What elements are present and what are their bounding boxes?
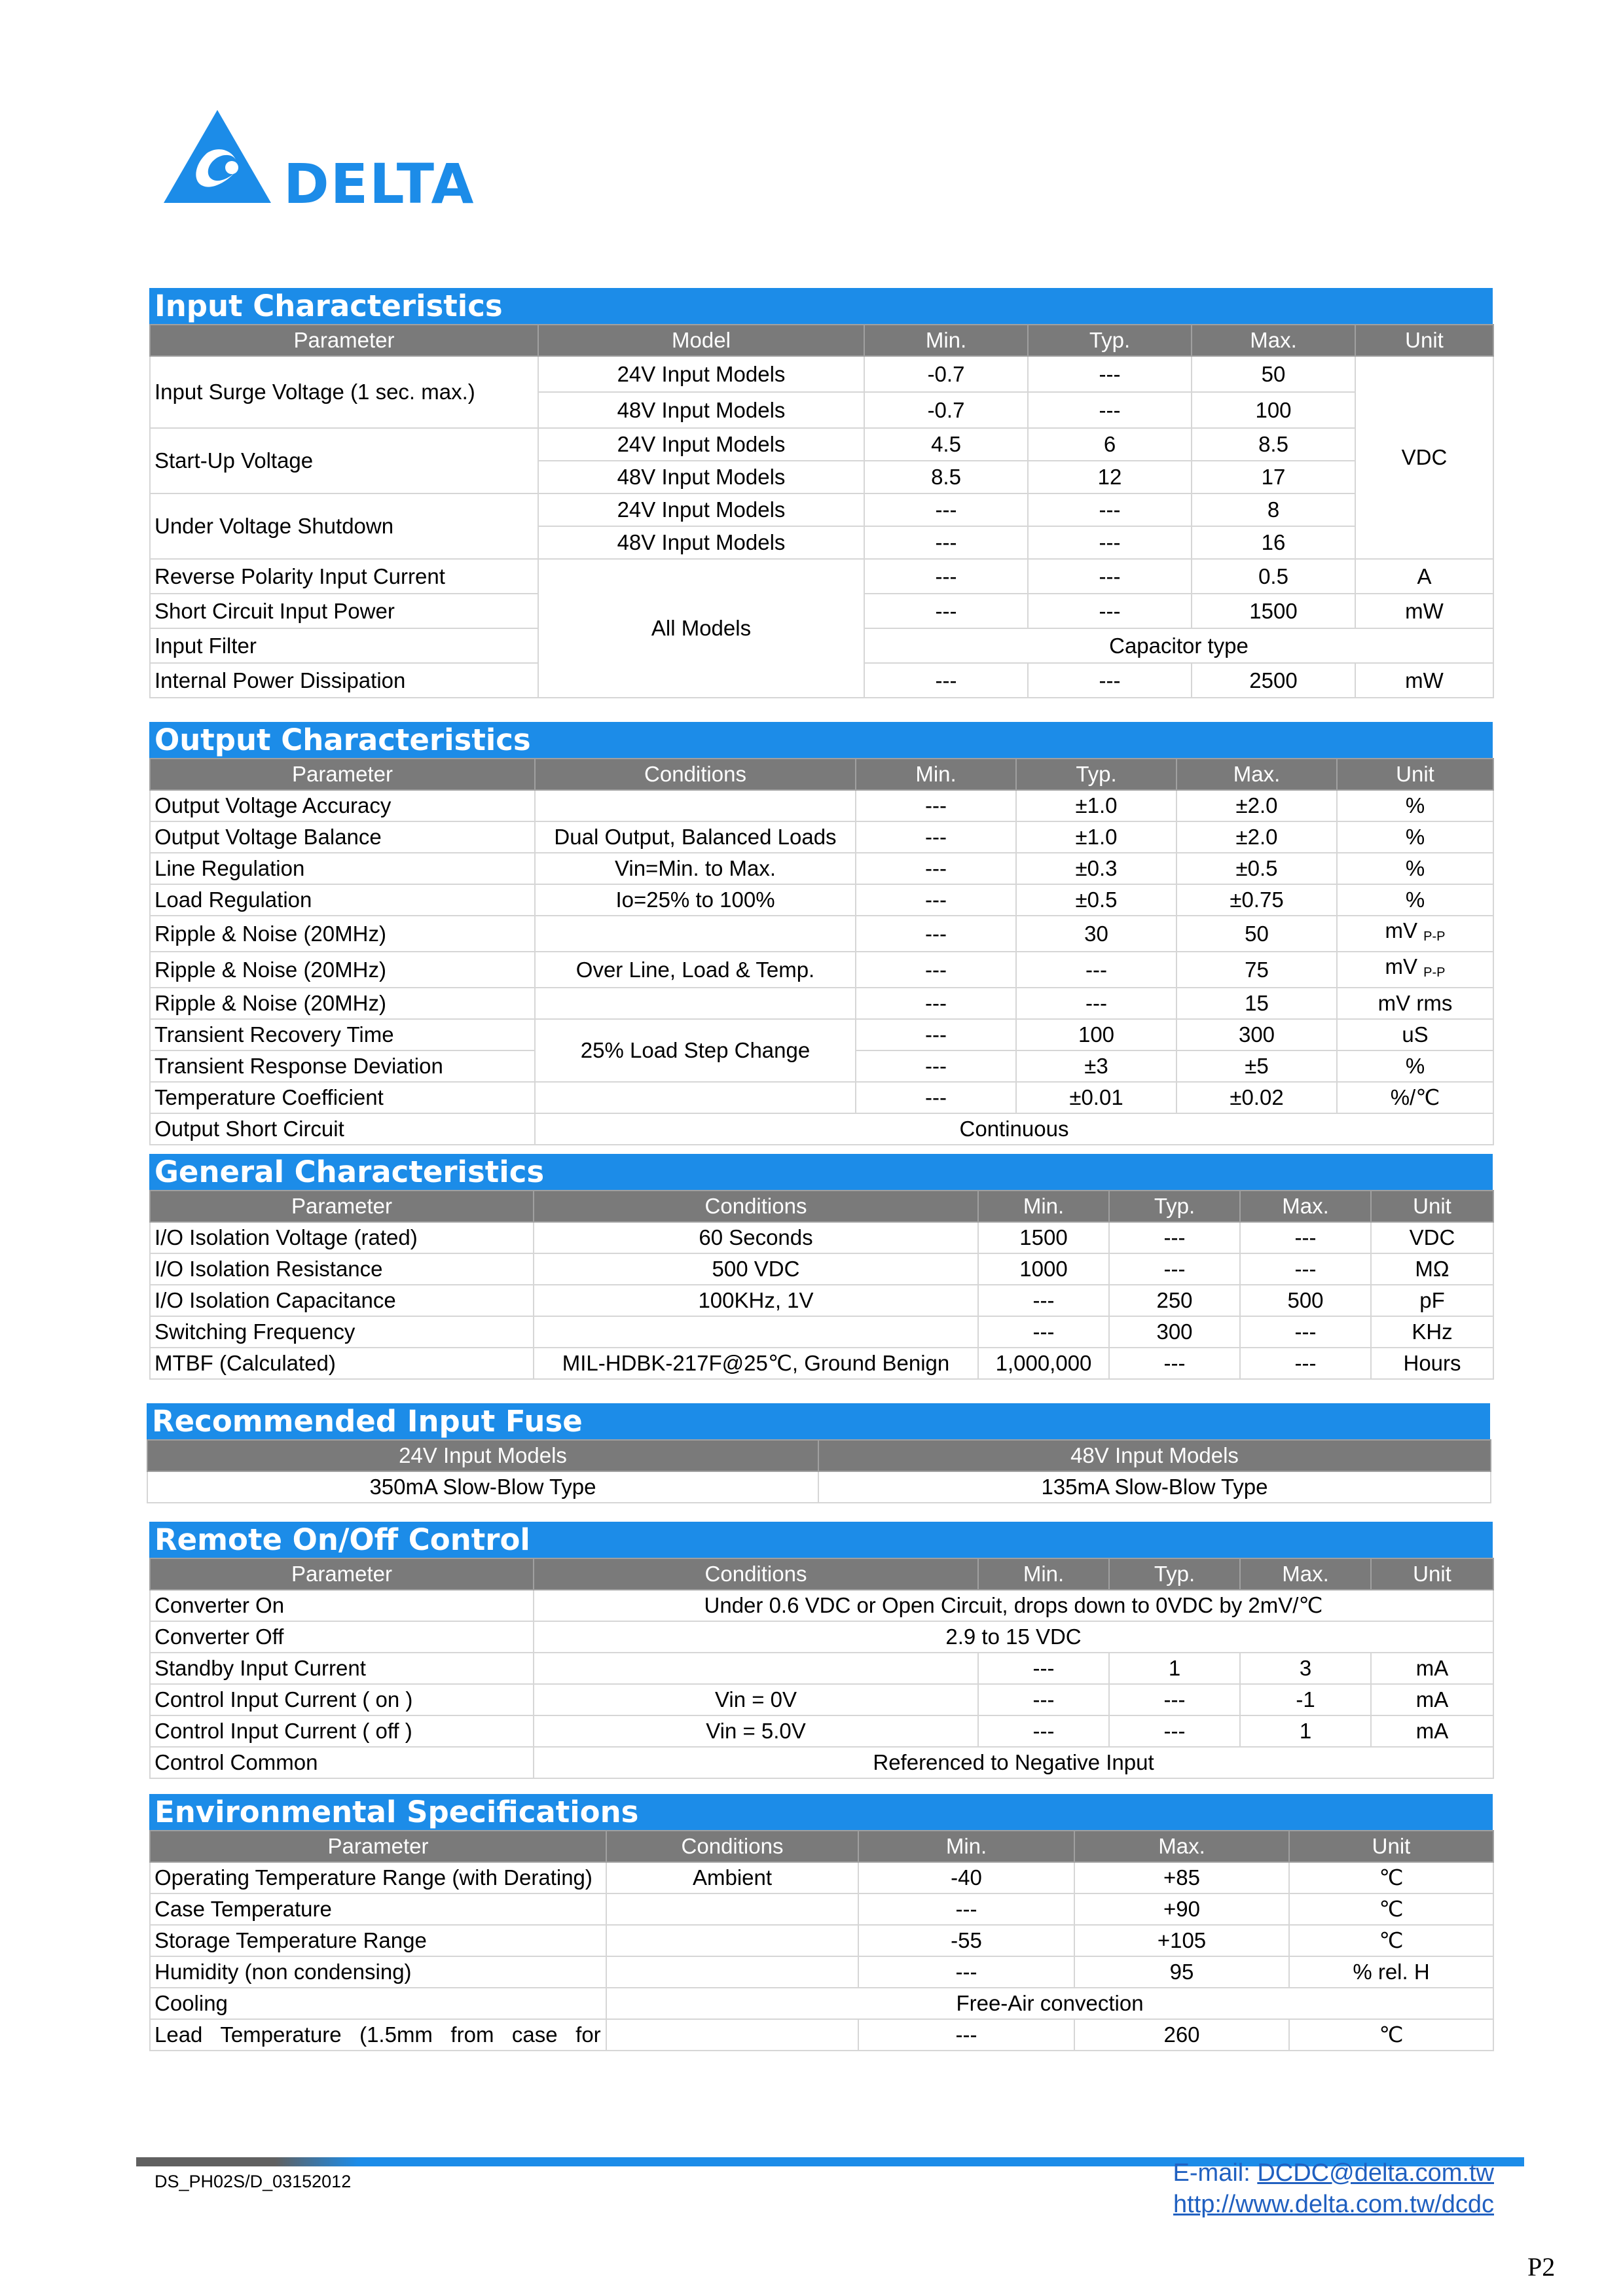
row-label: I/O Isolation Resistance xyxy=(150,1253,534,1285)
row-label: Standby Input Current xyxy=(150,1653,534,1684)
general-characteristics-section xyxy=(149,1154,1493,1380)
unit-cell: ℃ xyxy=(1289,1893,1493,1925)
condition-cell: 100KHz, 1V xyxy=(534,1285,978,1316)
table-row xyxy=(150,916,1493,952)
control-common-value: Referenced to Negative Input xyxy=(534,1747,1493,1778)
table-row xyxy=(150,559,1493,594)
typ-cell: 6 xyxy=(1028,428,1192,461)
min-cell: --- xyxy=(856,790,1016,821)
header-parameter: Parameter xyxy=(150,325,538,356)
row-label: Switching Frequency xyxy=(150,1316,534,1348)
table-row xyxy=(150,1019,1493,1050)
unit-cell: mW xyxy=(1355,663,1493,698)
row-label: Storage Temperature Range xyxy=(150,1925,606,1956)
all-models-cell: All Models xyxy=(538,559,864,698)
max-cell: 75 xyxy=(1176,952,1337,988)
condition-cell xyxy=(606,1893,858,1925)
max-cell: 50 xyxy=(1192,356,1355,392)
max-cell: --- xyxy=(1240,1253,1371,1285)
row-label: Output Voltage Accuracy xyxy=(150,790,535,821)
table-row xyxy=(150,1684,1493,1715)
unit-text: mV xyxy=(1385,918,1417,942)
model-cell: 24V Input Models xyxy=(538,356,864,392)
header-unit: Unit xyxy=(1289,1831,1493,1862)
max-cell: 16 xyxy=(1192,526,1355,559)
typ-cell: ±0.01 xyxy=(1016,1082,1176,1113)
header-max: Max. xyxy=(1192,325,1355,356)
typ-cell: --- xyxy=(1028,392,1192,428)
page-number: P2 xyxy=(1527,2252,1556,2282)
row-label: Operating Temperature Range (with Derating) xyxy=(150,1862,606,1893)
typ-cell: --- xyxy=(1109,1348,1240,1379)
short-circuit-value: Continuous xyxy=(535,1113,1493,1145)
min-cell: -55 xyxy=(858,1925,1074,1956)
typ-cell: 250 xyxy=(1109,1285,1240,1316)
remote-control-table xyxy=(149,1558,1494,1779)
unit-cell: %/℃ xyxy=(1337,1082,1493,1113)
min-cell: --- xyxy=(858,2019,1074,2051)
typ-cell: ±0.3 xyxy=(1016,853,1176,884)
remote-control-title: Remote On/Off Control xyxy=(149,1522,1493,1558)
condition-cell xyxy=(534,1316,978,1348)
header-parameter: Parameter xyxy=(150,1191,534,1222)
min-cell: --- xyxy=(856,1019,1016,1050)
row-label: Control Input Current ( off ) xyxy=(150,1715,534,1747)
table-row xyxy=(150,1893,1493,1925)
row-label: Load Regulation xyxy=(150,884,535,916)
table-header-row xyxy=(147,1440,1491,1471)
typ-cell: --- xyxy=(1109,1684,1240,1715)
max-cell: 300 xyxy=(1176,1019,1337,1050)
max-cell: ±0.5 xyxy=(1176,853,1337,884)
typ-cell: --- xyxy=(1028,526,1192,559)
typ-cell: 100 xyxy=(1016,1019,1176,1050)
input-fuse-section xyxy=(147,1403,1490,1503)
row-label: Ripple & Noise (20MHz) xyxy=(150,988,535,1019)
condition-cell: Ambient xyxy=(606,1862,858,1893)
max-cell: 50 xyxy=(1176,916,1337,952)
converter-on-value: Under 0.6 VDC or Open Circuit, drops down to 0VDC by 2mV/℃ xyxy=(534,1590,1493,1621)
header-48v-models: 48V Input Models xyxy=(818,1440,1491,1471)
max-cell: 17 xyxy=(1192,461,1355,493)
min-cell: -40 xyxy=(858,1862,1074,1893)
unit-cell: mV rms xyxy=(1337,988,1493,1019)
row-label: Control Common xyxy=(150,1747,534,1778)
header-typ: Typ. xyxy=(1109,1191,1240,1222)
table-row xyxy=(150,1862,1493,1893)
max-cell: 1500 xyxy=(1192,594,1355,628)
min-cell: --- xyxy=(856,1082,1016,1113)
input-fuse-title: Recommended Input Fuse xyxy=(147,1403,1490,1439)
row-label: Input Surge Voltage (1 sec. max.) xyxy=(150,356,538,428)
general-characteristics-table xyxy=(149,1190,1494,1380)
min-cell: --- xyxy=(978,1316,1109,1348)
output-characteristics-title: Output Characteristics xyxy=(149,722,1493,758)
max-cell: --- xyxy=(1240,1222,1371,1253)
header-min: Min. xyxy=(858,1831,1074,1862)
condition-cell xyxy=(606,2019,858,2051)
condition-cell xyxy=(535,790,856,821)
table-row xyxy=(150,1285,1493,1316)
condition-cell: Vin = 5.0V xyxy=(534,1715,978,1747)
remote-control-section xyxy=(149,1522,1493,1779)
table-row xyxy=(150,1747,1493,1778)
unit-cell: MΩ xyxy=(1371,1253,1493,1285)
min-cell: --- xyxy=(978,1684,1109,1715)
header-24v-models: 24V Input Models xyxy=(147,1440,818,1471)
header-conditions: Conditions xyxy=(534,1558,978,1590)
row-label: I/O Isolation Capacitance xyxy=(150,1285,534,1316)
typ-cell: ±1.0 xyxy=(1016,821,1176,853)
max-cell: 500 xyxy=(1240,1285,1371,1316)
condition-cell xyxy=(535,988,856,1019)
max-cell: +85 xyxy=(1074,1862,1289,1893)
min-cell: -0.7 xyxy=(864,356,1028,392)
table-row xyxy=(150,1590,1493,1621)
url-line xyxy=(1173,2189,1494,2220)
condition-cell: 25% Load Step Change xyxy=(535,1019,856,1082)
model-cell: 24V Input Models xyxy=(538,428,864,461)
typ-cell: --- xyxy=(1109,1253,1240,1285)
unit-cell: VDC xyxy=(1355,356,1493,559)
table-row xyxy=(150,493,1493,526)
unit-cell: mA xyxy=(1371,1653,1493,1684)
row-label: Output Short Circuit xyxy=(150,1113,535,1145)
header-unit: Unit xyxy=(1371,1558,1493,1590)
table-row xyxy=(150,884,1493,916)
header-min: Min. xyxy=(978,1558,1109,1590)
table-header-row xyxy=(150,759,1493,790)
row-label: Output Voltage Balance xyxy=(150,821,535,853)
max-cell: 3 xyxy=(1240,1653,1371,1684)
typ-cell: 12 xyxy=(1028,461,1192,493)
row-label: Temperature Coefficient xyxy=(150,1082,535,1113)
converter-off-value: 2.9 to 15 VDC xyxy=(534,1621,1493,1653)
header-conditions: Conditions xyxy=(535,759,856,790)
condition-cell: Over Line, Load & Temp. xyxy=(535,952,856,988)
header-unit: Unit xyxy=(1371,1191,1493,1222)
table-row xyxy=(150,952,1493,988)
header-typ: Typ. xyxy=(1028,325,1192,356)
unit-cell: % xyxy=(1337,821,1493,853)
max-cell: ±5 xyxy=(1176,1050,1337,1082)
unit-cell: KHz xyxy=(1371,1316,1493,1348)
row-label: Transient Response Deviation xyxy=(150,1050,535,1082)
min-cell: 1,000,000 xyxy=(978,1348,1109,1379)
unit-cell: mA xyxy=(1371,1715,1493,1747)
max-cell: 0.5 xyxy=(1192,559,1355,594)
unit-cell: Hours xyxy=(1371,1348,1493,1379)
header-parameter: Parameter xyxy=(150,1831,606,1862)
max-cell: 260 xyxy=(1074,2019,1289,2051)
max-cell: 8 xyxy=(1192,493,1355,526)
max-cell: ±0.75 xyxy=(1176,884,1337,916)
unit-cell: uS xyxy=(1337,1019,1493,1050)
fuse-48v-value: 135mA Slow-Blow Type xyxy=(818,1471,1491,1503)
min-cell: --- xyxy=(856,821,1016,853)
header-parameter: Parameter xyxy=(150,759,535,790)
min-cell: --- xyxy=(856,988,1016,1019)
table-row xyxy=(150,1715,1493,1747)
max-cell: ±2.0 xyxy=(1176,790,1337,821)
condition-cell: Vin=Min. to Max. xyxy=(535,853,856,884)
typ-cell: --- xyxy=(1028,356,1192,392)
environmental-title: Environmental Specifications xyxy=(149,1794,1493,1830)
footer-contact xyxy=(1173,2157,1494,2220)
max-cell: -1 xyxy=(1240,1684,1371,1715)
typ-cell: --- xyxy=(1109,1222,1240,1253)
filter-value: Capacitor type xyxy=(864,628,1493,663)
unit-cell: pF xyxy=(1371,1285,1493,1316)
condition-cell xyxy=(535,916,856,952)
row-label: Control Input Current ( on ) xyxy=(150,1684,534,1715)
header-max: Max. xyxy=(1240,1191,1371,1222)
max-cell: +90 xyxy=(1074,1893,1289,1925)
table-row xyxy=(150,1348,1493,1379)
unit-cell: % xyxy=(1337,1050,1493,1082)
table-row xyxy=(150,428,1493,461)
typ-cell: 300 xyxy=(1109,1316,1240,1348)
output-characteristics-section xyxy=(149,722,1493,1145)
typ-cell: --- xyxy=(1028,493,1192,526)
table-header-row xyxy=(150,325,1493,356)
table-row xyxy=(150,1316,1493,1348)
max-cell: ±2.0 xyxy=(1176,821,1337,853)
condition-cell: Dual Output, Balanced Loads xyxy=(535,821,856,853)
row-label: Input Filter xyxy=(150,628,538,663)
typ-cell: 1 xyxy=(1109,1653,1240,1684)
condition-cell: MIL-HDBK-217F@25℃, Ground Benign xyxy=(534,1348,978,1379)
unit-cell: % xyxy=(1337,790,1493,821)
min-cell: --- xyxy=(856,884,1016,916)
general-characteristics-title: General Characteristics xyxy=(149,1154,1493,1190)
header-min: Min. xyxy=(864,325,1028,356)
unit-cell xyxy=(1337,952,1493,988)
table-row xyxy=(150,1988,1493,2019)
row-label: Converter Off xyxy=(150,1621,534,1653)
typ-cell: --- xyxy=(1028,559,1192,594)
header-typ: Typ. xyxy=(1016,759,1176,790)
row-label: Case Temperature xyxy=(150,1893,606,1925)
min-cell: 4.5 xyxy=(864,428,1028,461)
row-label: Start-Up Voltage xyxy=(150,428,538,493)
table-row xyxy=(150,790,1493,821)
min-cell: --- xyxy=(864,594,1028,628)
condition-cell: Vin = 0V xyxy=(534,1684,978,1715)
table-header-row xyxy=(150,1191,1493,1222)
min-cell: --- xyxy=(864,663,1028,698)
max-cell: ±0.02 xyxy=(1176,1082,1337,1113)
header-unit: Unit xyxy=(1337,759,1493,790)
min-cell: -0.7 xyxy=(864,392,1028,428)
row-label: Lead Temperature (1.5mm from case for xyxy=(150,2019,606,2051)
row-label: Cooling xyxy=(150,1988,606,2019)
input-characteristics-section xyxy=(149,288,1493,698)
row-label: Line Regulation xyxy=(150,853,535,884)
condition-cell: 60 Seconds xyxy=(534,1222,978,1253)
unit-cell: mW xyxy=(1355,594,1493,628)
email-label: E-mail: xyxy=(1173,2159,1258,2187)
typ-cell: --- xyxy=(1028,594,1192,628)
min-cell: --- xyxy=(864,526,1028,559)
environmental-section xyxy=(149,1794,1493,2051)
row-label: MTBF (Calculated) xyxy=(150,1348,534,1379)
table-row xyxy=(150,853,1493,884)
row-label: Reverse Polarity Input Current xyxy=(150,559,538,594)
row-label: I/O Isolation Voltage (rated) xyxy=(150,1222,534,1253)
environmental-table xyxy=(149,1830,1494,2051)
min-cell: 8.5 xyxy=(864,461,1028,493)
min-cell: --- xyxy=(856,916,1016,952)
min-cell: 1000 xyxy=(978,1253,1109,1285)
min-cell: 1500 xyxy=(978,1222,1109,1253)
row-label: Converter On xyxy=(150,1590,534,1621)
table-row xyxy=(150,356,1493,392)
delta-logo-text: DELTA xyxy=(283,152,475,209)
table-row xyxy=(150,1956,1493,1988)
header-typ: Typ. xyxy=(1109,1558,1240,1590)
min-cell: --- xyxy=(856,853,1016,884)
input-characteristics-table xyxy=(149,324,1494,698)
max-cell: 2500 xyxy=(1192,663,1355,698)
model-cell: 24V Input Models xyxy=(538,493,864,526)
header-model: Model xyxy=(538,325,864,356)
unit-text: mV xyxy=(1385,954,1417,978)
max-cell: 1 xyxy=(1240,1715,1371,1747)
header-max: Max. xyxy=(1074,1831,1289,1862)
header-max: Max. xyxy=(1240,1558,1371,1590)
condition-cell xyxy=(535,1082,856,1113)
model-cell: 48V Input Models xyxy=(538,392,864,428)
unit-cell: ℃ xyxy=(1289,1862,1493,1893)
table-row xyxy=(150,2019,1493,2051)
max-cell: 95 xyxy=(1074,1956,1289,1988)
model-cell: 48V Input Models xyxy=(538,526,864,559)
header-conditions: Conditions xyxy=(534,1191,978,1222)
table-header-row xyxy=(150,1558,1493,1590)
header-min: Min. xyxy=(856,759,1016,790)
typ-cell: --- xyxy=(1016,952,1176,988)
header-unit: Unit xyxy=(1355,325,1493,356)
row-label: Humidity (non condensing) xyxy=(150,1956,606,1988)
min-cell: --- xyxy=(978,1715,1109,1747)
row-label: Internal Power Dissipation xyxy=(150,663,538,698)
condition-cell xyxy=(534,1653,978,1684)
unit-cell: A xyxy=(1355,559,1493,594)
output-characteristics-table xyxy=(149,758,1494,1145)
unit-cell: % rel. H xyxy=(1289,1956,1493,1988)
max-cell: 15 xyxy=(1176,988,1337,1019)
min-cell: --- xyxy=(978,1653,1109,1684)
table-row xyxy=(150,1653,1493,1684)
delta-logo xyxy=(164,105,478,209)
min-cell: --- xyxy=(856,952,1016,988)
table-row xyxy=(150,1222,1493,1253)
min-cell: --- xyxy=(856,1050,1016,1082)
unit-subscript: P-P xyxy=(1423,929,1446,944)
row-label: Transient Recovery Time xyxy=(150,1019,535,1050)
unit-cell: ℃ xyxy=(1289,1925,1493,1956)
fuse-24v-value: 350mA Slow-Blow Type xyxy=(147,1471,818,1503)
unit-cell: ℃ xyxy=(1289,2019,1493,2051)
max-cell: +105 xyxy=(1074,1925,1289,1956)
header-conditions: Conditions xyxy=(606,1831,858,1862)
document-id: DS_PH02S/D_03152012 xyxy=(155,2172,352,2191)
row-label: Ripple & Noise (20MHz) xyxy=(150,952,535,988)
unit-subscript: P-P xyxy=(1423,965,1446,980)
min-cell: --- xyxy=(858,1893,1074,1925)
min-cell: --- xyxy=(858,1956,1074,1988)
unit-cell xyxy=(1337,916,1493,952)
min-cell: --- xyxy=(864,493,1028,526)
typ-cell: --- xyxy=(1016,988,1176,1019)
table-row xyxy=(150,1925,1493,1956)
typ-cell: ±0.5 xyxy=(1016,884,1176,916)
row-label: Ripple & Noise (20MHz) xyxy=(150,916,535,952)
table-row xyxy=(150,988,1493,1019)
min-cell: --- xyxy=(978,1285,1109,1316)
header-min: Min. xyxy=(978,1191,1109,1222)
typ-cell: ±3 xyxy=(1016,1050,1176,1082)
row-label: Short Circuit Input Power xyxy=(150,594,538,628)
header-parameter: Parameter xyxy=(150,1558,534,1590)
condition-cell: 500 VDC xyxy=(534,1253,978,1285)
typ-cell: ±1.0 xyxy=(1016,790,1176,821)
unit-cell: % xyxy=(1337,884,1493,916)
input-characteristics-title: Input Characteristics xyxy=(149,288,1493,324)
table-row xyxy=(147,1471,1491,1503)
input-fuse-table xyxy=(147,1439,1491,1503)
table-row xyxy=(150,1082,1493,1113)
table-row xyxy=(150,1621,1493,1653)
table-row xyxy=(150,821,1493,853)
table-header-row xyxy=(150,1831,1493,1862)
max-cell: 100 xyxy=(1192,392,1355,428)
condition-cell xyxy=(606,1956,858,1988)
max-cell: 8.5 xyxy=(1192,428,1355,461)
email-line xyxy=(1173,2157,1494,2189)
website-link[interactable]: http://www.delta.com.tw/dcdc xyxy=(1173,2191,1494,2218)
max-cell: --- xyxy=(1240,1348,1371,1379)
condition-cell xyxy=(606,1925,858,1956)
header-max: Max. xyxy=(1176,759,1337,790)
unit-cell: mA xyxy=(1371,1684,1493,1715)
typ-cell: --- xyxy=(1028,663,1192,698)
email-link[interactable]: DCDC@delta.com.tw xyxy=(1257,2159,1494,2187)
unit-cell: VDC xyxy=(1371,1222,1493,1253)
unit-cell: % xyxy=(1337,853,1493,884)
table-row xyxy=(150,1253,1493,1285)
model-cell: 48V Input Models xyxy=(538,461,864,493)
typ-cell: --- xyxy=(1109,1715,1240,1747)
row-label: Under Voltage Shutdown xyxy=(150,493,538,559)
max-cell: --- xyxy=(1240,1316,1371,1348)
table-row xyxy=(150,1113,1493,1145)
condition-cell: Io=25% to 100% xyxy=(535,884,856,916)
cooling-value: Free-Air convection xyxy=(606,1988,1493,2019)
min-cell: --- xyxy=(864,559,1028,594)
typ-cell: 30 xyxy=(1016,916,1176,952)
